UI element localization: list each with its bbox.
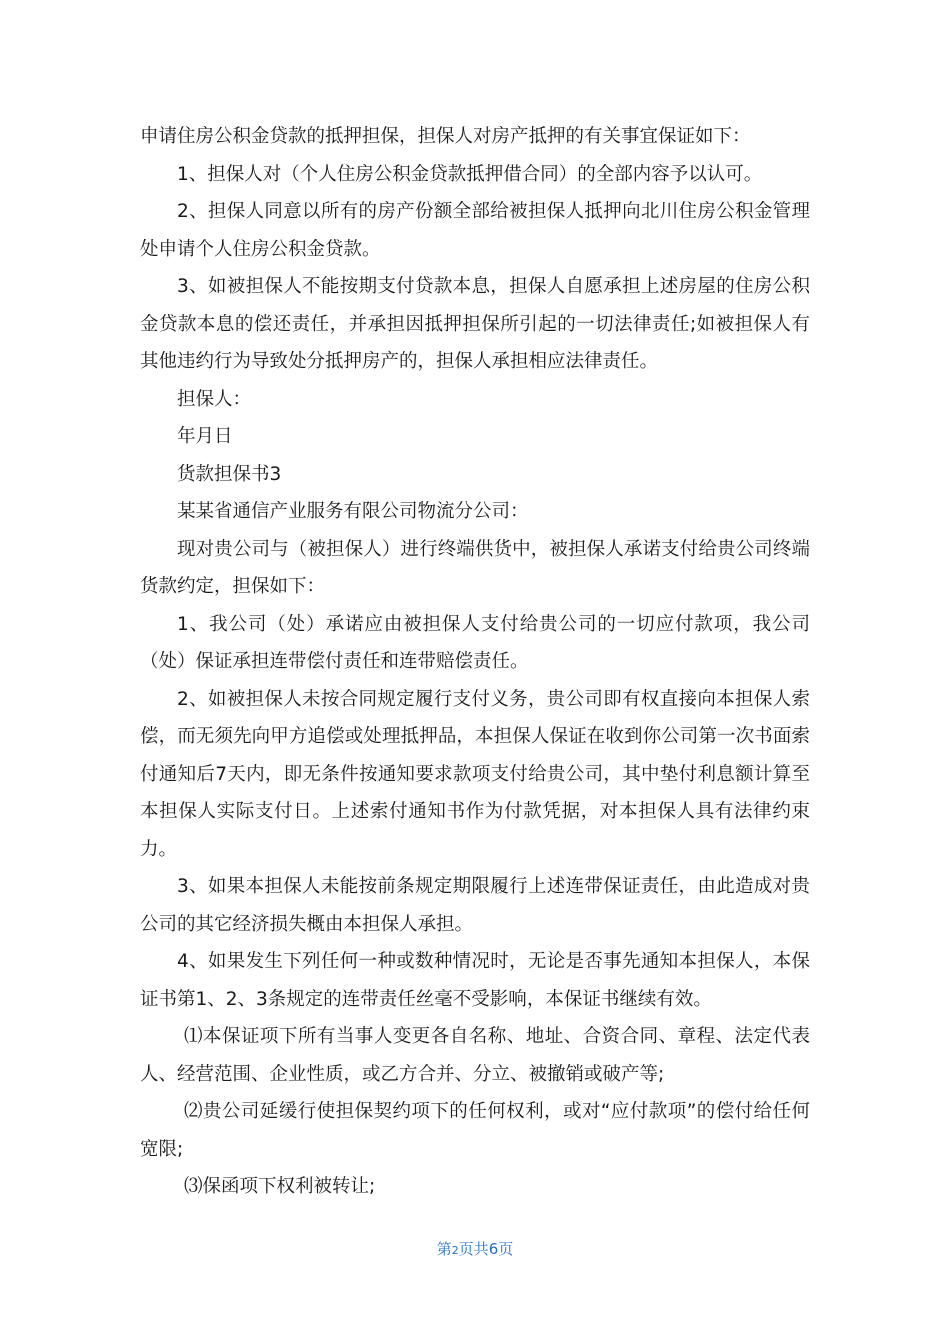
footer-middle: 页共 [458,1240,489,1258]
paragraph-intro: 申请住房公积金贷款的抵押担保，担保人对房产抵押的有关事宜保证如下： [140,126,751,147]
paragraph-term-2: 2、如被担保人未按合同规定履行支付义务，贵公司即有权直接向本担保人索偿，而无须先向甲方追偿或处理抵押品，本担保人保证在收到你公司第一次书面索付通知后7天内，即无条件按通知要求款项支付给贵公司，其中垫付利息额计算至本担保人实际支付日。上述索付通知书作为付款凭据，对本担保人具有法律约束力。 [140,688,810,860]
paragraph-clause-3: 3、如被担保人不能按期支付贷款本息，担保人自愿承担上述房屋的住房公积金贷款本息的偿还责任，并承担因抵押担保所引起的一切法律责任;如被担保人有其他违约行为导致处分抵押房产的，担保人承担相应法律责任。 [140,276,810,372]
current-page-number: 2 [451,1244,459,1257]
addressee-line: 某某省通信产业服务有限公司物流分公司： [177,501,529,522]
paragraph-term-3: 3、如果本担保人未能按前条规定期限履行上述连带保证责任，由此造成对贵公司的其它经济损失概由本担保人承担。 [140,876,810,935]
paragraph-term-1: 1、我公司（处）承诺应由被担保人支付给贵公司的一切应付款项，我公司（处）保证承担连带偿付责任和连带赔偿责任。 [140,613,810,672]
paragraph-subitem-3: ⑶保函项下权利被转让; [184,1176,376,1197]
paragraph-subitem-2: ⑵贵公司延缓行使担保契约项下的任何权利，或对“应付款项”的偿付给任何宽限; [140,1101,810,1160]
page-footer [0,1238,950,1259]
footer-prefix: 第 [436,1240,452,1258]
date-line: 年月日 [177,426,233,447]
document-body [140,118,810,1206]
paragraph-preamble: 现对贵公司与（被担保人）进行终端供货中，被担保人承诺支付给贵公司终端货款约定，担保如下： [140,538,810,597]
footer-suffix: 页 [498,1240,514,1258]
paragraph-term-4: 4、如果发生下列任何一种或数种情况时，无论是否事先通知本担保人，本保证书第1、2、3条规定的连带责任丝毫不受影响，本保证书继续有效。 [140,951,810,1010]
guarantor-signature-label: 担保人： [177,388,252,410]
paragraph-clause-1: 1、担保人对（个人住房公积金贷款抵押借合同）的全部内容予以认可。 [177,163,763,185]
paragraph-subitem-1: ⑴本保证项下所有当事人变更各自名称、地址、合资合同、章程、法定代表人、经营范围、企业性质，或乙方合并、分立、被撤销或破产等; [140,1026,810,1085]
section-heading: 货款担保书3 [177,463,282,485]
paragraph-clause-2: 2、担保人同意以所有的房产份额全部给被担保人抵押向北川住房公积金管理处申请个人住房公积金贷款。 [140,201,810,260]
total-page-count: 6 [488,1240,499,1258]
